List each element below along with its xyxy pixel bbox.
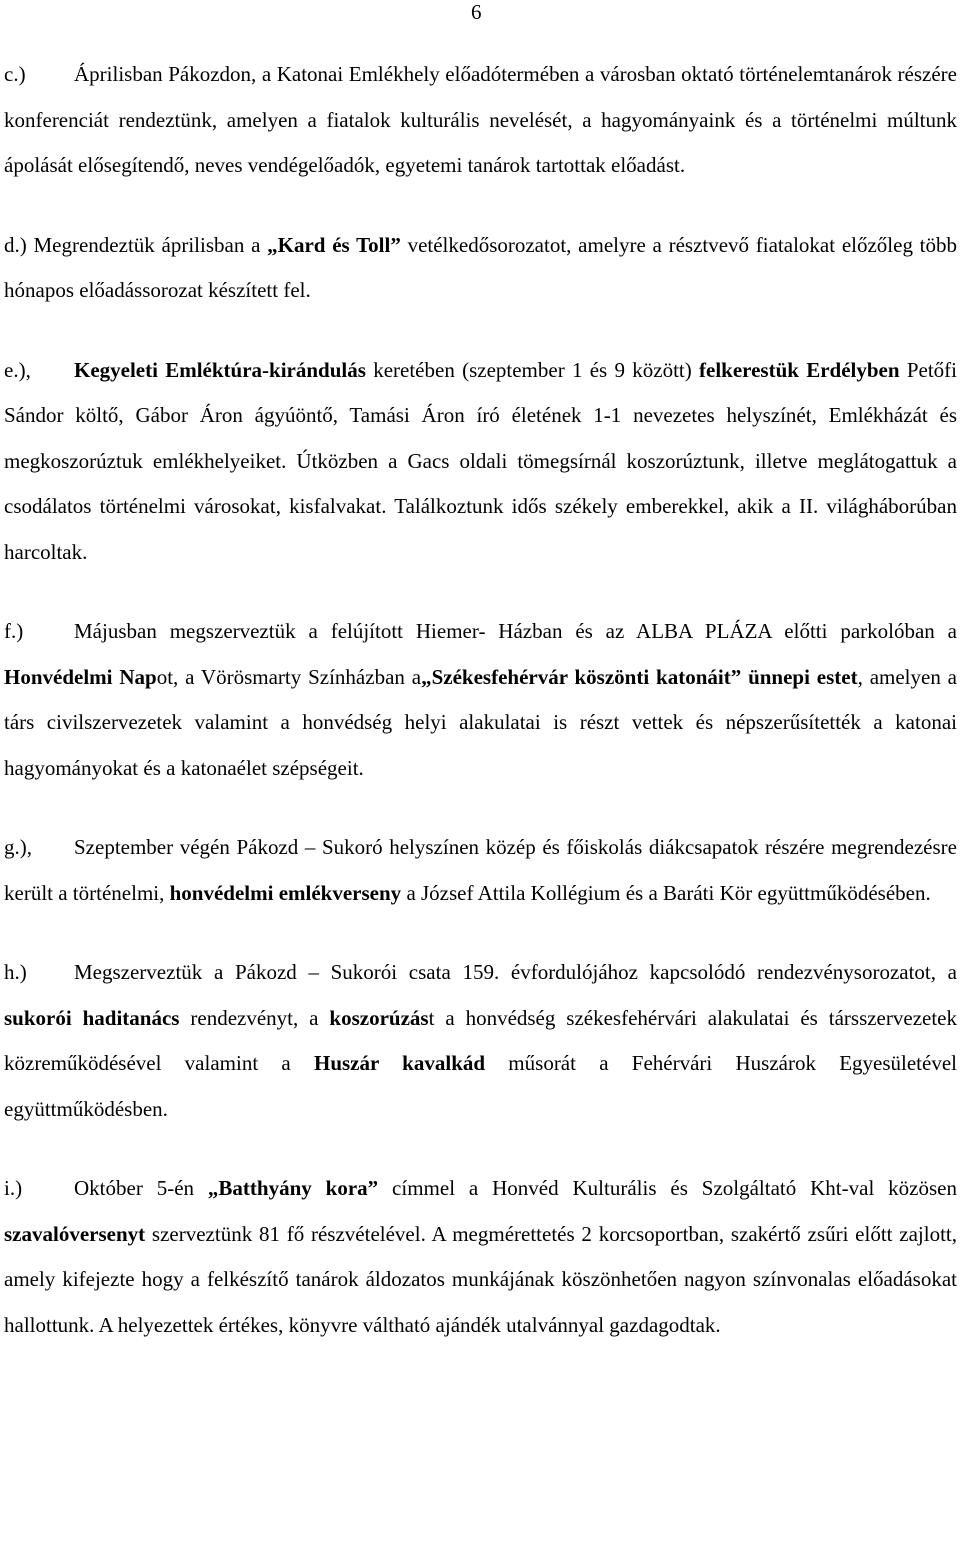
paragraph-label: e.), (4, 357, 31, 382)
text-run: szerveztünk 81 fő részvételével. A megmérettetés 2 korcsoportban, szakértő zsűri előtt zajlott, amely kifejezte hogy a felkészítő tanárok áldozatos munkájának köszönhetően nagyon színvonalas előadásokat hallottunk. A helyezettek értékes, könyvre váltható ajándék utalvánnyal gazdagodtak. (4, 1221, 957, 1337)
text-run-bold: „Székesfehérvár köszönti katonáit” ünnepi estet (421, 664, 858, 689)
text-run-bold: „Kard és Toll” (267, 232, 401, 257)
text-run: Október 5-én (74, 1176, 208, 1200)
text-run: keretében (szeptember 1 és 9 között) (365, 357, 700, 382)
paragraph-label: f.) (4, 619, 24, 643)
text-run: Májusban megszerveztük a felújított Hiemer- Házban és az ALBA PLÁZA előtti parkolóban a (74, 619, 957, 643)
text-run: rendezvényt, a (179, 1005, 330, 1030)
text-run-bold: Honvédelmi Nap (4, 664, 157, 689)
paragraph-label: c.) (4, 62, 26, 86)
paragraph-f (4, 609, 957, 791)
text-run: műsorát a Fehérvári Huszárok Egyesületével együttműködésben. (4, 1051, 957, 1121)
paragraph-c (4, 52, 957, 189)
text-run: Petőfi Sándor költő, Gábor Áron ágyúöntő, Tamási Áron író életének 1-1 nevezetes helyszínét, Emlékházát és megkoszorúztuk emlékhelyeiket. Útközben a Gacs oldali tömegsírnál koszorúztunk, illetve meglátogattuk a csodálatos történelmi városokat, kisfalvakat. Találkoztunk idős székely emberekkel, akik a II. világháborúban harcoltak. (4, 357, 957, 564)
text-run-bold: szavalóversenyt (4, 1221, 146, 1246)
text-run-bold: Kegyeleti Emléktúra-kirándulás (74, 357, 366, 382)
paragraph-g (4, 825, 957, 916)
paragraph-label: d.) (4, 232, 27, 257)
paragraph-d (4, 223, 957, 314)
text-run: Szeptember végén Pákozd – Sukoró helyszínen közép és főiskolás diákcsapatok részére megrendezésre került a történelmi, (4, 835, 957, 905)
paragraph-i (4, 1166, 957, 1348)
text-run: Megrendeztük áprilisban a (33, 232, 268, 257)
page-number: 6 (471, 0, 482, 24)
text-run: címmel a Honvéd Kulturális és Szolgáltató Kht-val közösen (378, 1176, 957, 1200)
paragraph-label: g.), (4, 835, 32, 859)
text-run: t a honvédség székesfehérvári alakulatai és társszervezetek közreműködésével valamint a (4, 1005, 957, 1075)
text-run-bold: „Batthyány kora” (207, 1176, 379, 1200)
text-run-bold: koszorúzás (329, 1005, 429, 1030)
document-body (4, 52, 957, 1348)
paragraph-e (4, 348, 957, 576)
paragraph-label: h.) (4, 960, 27, 984)
text-run-bold: Huszár kavalkád (313, 1051, 486, 1075)
text-run: Áprilisban Pákozdon, a Katonai Emlékhely előadótermében a városban oktató történelemtanárok részére konferenciát rendeztünk, amelyen a fiatalok kulturális nevelését, a hagyományaink és a történelmi múltunk ápolását elősegítendő, neves vendégelőadók, egyetemi tanárok tartottak előadást. (4, 62, 957, 177)
text-run-bold: sukorói haditanács (4, 1005, 180, 1030)
text-run: , amelyen a társ civilszervezetek valamint a honvédség helyi alakulatai is részt vettek és népszerűsítették a katonai hagyományokat és a katonaélet szépségeit. (4, 664, 958, 780)
text-run-bold: honvédelmi emlékverseny (169, 880, 402, 905)
text-run: a József Attila Kollégium és a Baráti Kör együttműködésében. (401, 880, 931, 905)
text-run: Megszerveztük a Pákozd – Sukorói csata 159. évfordulójához kapcsolódó rendezvénysorozatot, a (74, 960, 957, 984)
text-run-bold: felkerestük Erdélyben (699, 357, 900, 382)
paragraph-label: i.) (4, 1176, 23, 1200)
text-run: vetélkedősorozatot, amelyre a résztvevő fiatalokat előzőleg több hónapos előadássorozat készített fel. (4, 232, 958, 302)
text-run: ot, a Vörösmarty Színházban a (156, 664, 422, 689)
paragraph-h (4, 950, 957, 1132)
